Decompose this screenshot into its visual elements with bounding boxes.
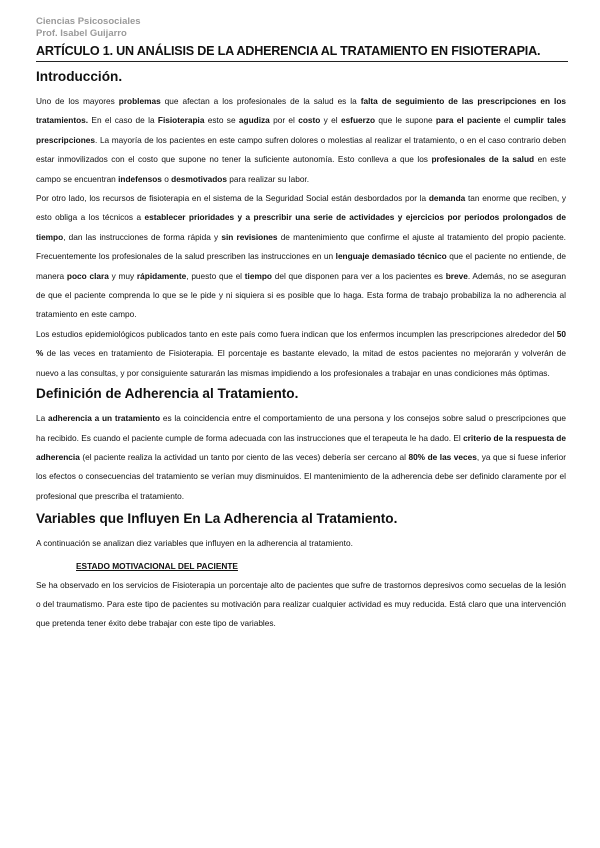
text-run: Se ha observado en los servicios de Fisioterapia un porcentaje alto de pacientes que sufre de trastornos depresivos como secuelas de la lesión o del traumatismo. Para este tipo de pacientes su motivación para realizar cualquier actividad es muy reducida. Está claro que una intervención que pretenda tener éxito debe trabajar con este tipo de variables. [36, 579, 566, 629]
bold-text-run: lenguaje demasiado técnico [335, 251, 447, 262]
section-heading-variables: Variables que Influyen En La Adherencia al Tratamiento. [36, 511, 398, 527]
text-run: que le supone [375, 115, 436, 126]
text-run: . Además, no se aseguran de que el paciente comprenda lo que se le pide y ni siquiera si es posible que lo haga. Esta forma de trabajo probabiliza la no adherencia al tratamiento en este campo. [36, 270, 566, 320]
article-body [36, 68, 566, 634]
bold-text-run: criterio de la respuesta de adherencia [36, 432, 566, 462]
bold-text-run: demanda [428, 193, 466, 204]
bold-text-run: esfuerzo [340, 115, 376, 126]
bold-text-run: problemas [118, 96, 161, 106]
text-run: por el [269, 115, 299, 126]
bold-text-run: rápidamente [136, 270, 187, 281]
section-heading-definicion: Definición de Adherencia al Tratamiento. [36, 386, 299, 402]
text-run: que el paciente no entiende, de manera [36, 251, 566, 281]
text-run: En el caso de la [88, 115, 158, 126]
bold-text-run: poco clara [66, 270, 109, 281]
text-run: Uno de los mayores [36, 96, 119, 106]
text-run: , ya que si fuese inferior los efectos o consecuencias del tratamiento se verían muy disminuidos. El mantenimiento de la adherencia debe ser definido claramente por el profesional que prescriba el tratamiento. [36, 451, 567, 501]
bold-text-run: breve [445, 270, 468, 281]
bold-text-run: adherencia a un tratamiento [48, 413, 161, 424]
text-run: en este campo se encuentran [36, 154, 566, 184]
bold-text-run: sin revisiones [221, 231, 278, 242]
bold-text-run: desmotivados [171, 173, 227, 184]
paragraph [36, 325, 566, 383]
bold-text-run: 80% de las veces [408, 451, 477, 462]
bold-text-run: Fisioterapia [157, 115, 205, 126]
text-run: La [36, 413, 48, 424]
text-run: Por otro lado, los recursos de fisioterapia en el sistema de la Seguridad Social están desbordados por la [36, 193, 429, 204]
bold-text-run: para el paciente [435, 115, 501, 126]
bold-text-run: profesionales de la salud [431, 154, 535, 165]
page-header [36, 16, 141, 40]
text-run: y el [320, 115, 341, 126]
subheading-estado-motivacional: ESTADO MOTIVACIONAL DEL PACIENTE [76, 560, 238, 571]
text-run: de mantenimiento que confirme el ajuste al tratamiento del propio paciente. Frecuentemente los profesionales de la salud prescriben las instrucciones en un [36, 231, 566, 262]
text-run: del que disponen para ver a los pacientes es [271, 270, 446, 281]
text-run: o [161, 173, 172, 184]
text-run: (el paciente realiza la actividad un tanto por ciento de las veces) debería ser cercano al [79, 451, 409, 462]
bold-text-run: establecer prioridades y a prescribir una serie de actividades y ejercicios por periodos prolongados de tiempo [36, 212, 566, 242]
text-run: esto se [204, 115, 239, 126]
bold-text-run: 50 % [36, 328, 566, 359]
bold-text-run: agudiza [238, 115, 270, 126]
bold-text-run: tiempo [244, 270, 272, 281]
paragraph [36, 92, 566, 189]
text-run: para realizar su labor. [226, 173, 310, 184]
paragraph [36, 576, 566, 634]
bold-text-run: falta de seguimiento de las prescripciones en los tratamientos. [36, 96, 567, 126]
text-run: que afectan a los profesionales de la salud es la [160, 96, 361, 106]
text-run: de las veces en tratamiento de Fisioterapia. El porcentaje es bastante elevado, la mitad de estos pacientes no mejorarán y volverán de nuevo a las consultas, y por consiguiente saturarán las mismas impidiendo a los profesionales a trabajar en unas condiciones más óptimas. [36, 348, 566, 378]
paragraph [36, 409, 566, 506]
text-run: el [500, 115, 514, 126]
section-intro: A continuación se analizan diez variables que influyen en la adherencia al tratamiento. [36, 538, 353, 549]
bold-text-run: costo [298, 115, 321, 126]
bold-text-run: cumplir tales prescripciones [36, 115, 566, 145]
text-run: , dan las instrucciones de forma rápida y [63, 231, 222, 242]
text-run: tan enorme que reciben, y esto obliga a los técnicos a [36, 193, 566, 223]
course-name: Ciencias Psicosociales [36, 16, 141, 27]
text-run: , puesto que el [186, 270, 245, 281]
article-title: ARTÍCULO 1. UN ANÁLISIS DE LA ADHERENCIA AL TRATAMIENTO EN FISIOTERAPIA. [36, 44, 568, 62]
text-run: es la coincidencia entre el comportamiento de una persona y los consejos sobre salud o prescripciones que ha recibido. Es cuando el paciente cumple de forma adecuada con las instrucciones que el terapeuta le ha dado. El [36, 413, 566, 443]
text-run: . La mayoría de los pacientes en este campo sufren dolores o molestias al realizar el tratamiento, o en el caso contrario deben estar inmovilizados con el costo que supone no tener la suficiente autonomía. Esto conlleva a que los [36, 134, 566, 165]
bold-text-run: indefensos [118, 173, 162, 184]
paragraph [36, 189, 566, 325]
text-run: y muy [108, 270, 137, 281]
professor-name: Prof. Isabel Guijarro [36, 28, 127, 39]
text-run: Los estudios epidemiológicos publicados tanto en este país como fuera indican que los enfermos incumplen las prescripciones alrededor del [36, 328, 557, 339]
section-heading-introduccion: Introducción. [36, 69, 123, 84]
